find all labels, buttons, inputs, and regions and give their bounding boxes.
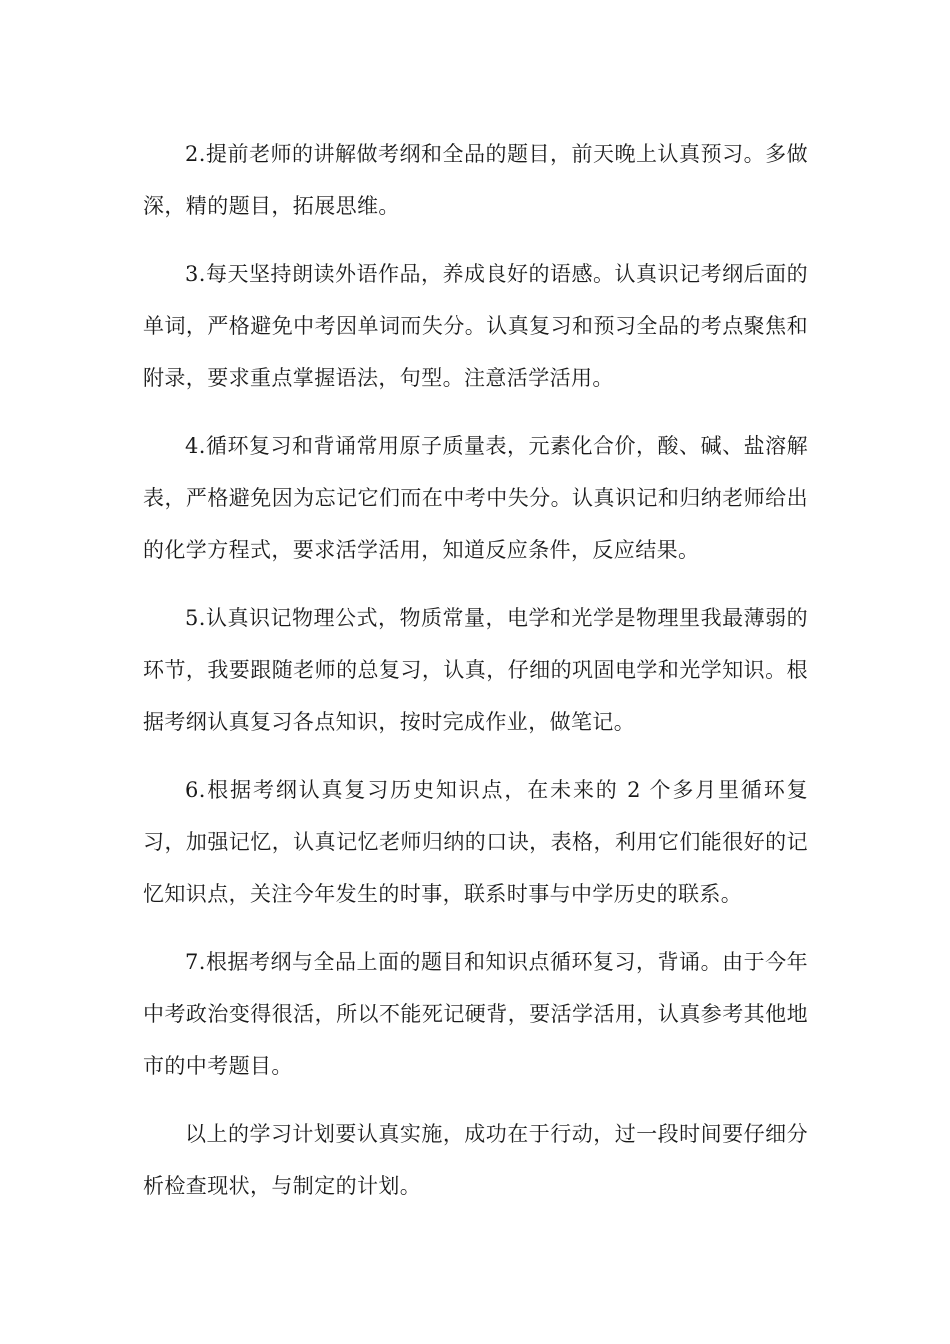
document-body bbox=[143, 128, 808, 1228]
paragraph-item-7: 7.根据考纲与全品上面的题目和知识点循环复习，背诵。由于今年中考政治变得很活，所以不能死记硬背，要活学活用，认真参考其他地市的中考题目。 bbox=[143, 950, 808, 1078]
paragraph-conclusion: 以上的学习计划要认真实施，成功在于行动，过一段时间要仔细分析检查现状，与制定的计划。 bbox=[143, 1122, 808, 1198]
paragraph-item-3: 3.每天坚持朗读外语作品，养成良好的语感。认真识记考纲后面的单词，严格避免中考因单词而失分。认真复习和预习全品的考点聚焦和附录，要求重点掌握语法，句型。注意活学活用。 bbox=[143, 262, 808, 390]
paragraph-item-5: 5.认真识记物理公式，物质常量，电学和光学是物理里我最薄弱的环节，我要跟随老师的总复习，认真，仔细的巩固电学和光学知识。根据考纲认真复习各点知识，按时完成作业，做笔记。 bbox=[143, 606, 808, 734]
paragraph-item-4: 4.循环复习和背诵常用原子质量表，元素化合价，酸、碱、盐溶解表，严格避免因为忘记它们而在中考中失分。认真识记和归纳老师给出的化学方程式，要求活学活用，知道反应条件，反应结果。 bbox=[143, 434, 808, 562]
paragraph-item-2: 2.提前老师的讲解做考纲和全品的题目，前天晚上认真预习。多做深，精的题目，拓展思维。 bbox=[143, 142, 808, 218]
paragraph-item-6: 6.根据考纲认真复习历史知识点，在未来的 2 个多月里循环复习，加强记忆，认真记忆老师归纳的口诀，表格，利用它们能很好的记忆知识点，关注今年发生的时事，联系时事与中学历史的联系。 bbox=[143, 778, 808, 906]
